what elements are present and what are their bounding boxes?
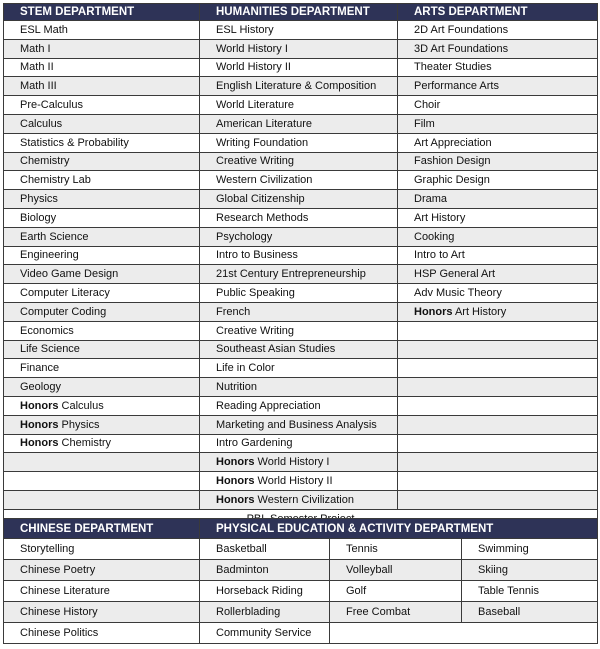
- humanities-course: [200, 490, 398, 509]
- course-name: Intro to Art: [414, 249, 465, 262]
- honors-label: Honors: [20, 437, 59, 450]
- table-row: [4, 96, 598, 115]
- chinese-course: Chinese Literature: [4, 581, 200, 602]
- course-name: Economics: [20, 324, 74, 337]
- pe-activity: Skiing: [462, 560, 598, 581]
- stem-course: [4, 302, 200, 321]
- arts-course: [398, 114, 598, 133]
- pe-activity: Volleyball: [330, 560, 462, 581]
- pe-activity: Table Tennis: [462, 581, 598, 602]
- pe-activity: Swimming: [462, 539, 598, 560]
- table-row: [4, 265, 598, 284]
- course-name: Chemistry: [58, 437, 112, 450]
- chinese-course: Chinese History: [4, 602, 200, 623]
- stem-course: [4, 378, 200, 397]
- stem-course: [4, 396, 200, 415]
- course-table-bottom: [3, 518, 598, 644]
- course-name: French: [216, 305, 251, 318]
- course-name: 3D Art Foundations: [414, 42, 509, 55]
- stem-course: [4, 58, 200, 77]
- arts-course: [398, 96, 598, 115]
- humanities-course: [200, 415, 398, 434]
- humanities-course: [200, 208, 398, 227]
- course-name: Writing Foundation: [216, 136, 309, 149]
- stem-course: [4, 152, 200, 171]
- table-row: [4, 21, 598, 40]
- course-name: Math III: [20, 80, 57, 93]
- humanities-header: HUMANITIES DEPARTMENT: [200, 4, 398, 21]
- arts-course: [398, 378, 598, 397]
- pe-activity: Basketball: [200, 539, 330, 560]
- course-name: 2D Art Foundations: [414, 23, 509, 36]
- course-name: Creative Writing: [216, 324, 295, 337]
- chinese-course: Storytelling: [4, 539, 200, 560]
- arts-course: [398, 171, 598, 190]
- arts-course: [398, 453, 598, 472]
- course-name: Earth Science: [20, 230, 89, 243]
- course-name: World Literature: [216, 99, 295, 112]
- table-row: [4, 208, 598, 227]
- course-name: HSP General Art: [414, 268, 496, 281]
- course-name: Statistics & Probability: [20, 136, 129, 149]
- course-name: Math II: [20, 61, 54, 74]
- course-name: World History I: [254, 456, 330, 469]
- table-row: [4, 490, 598, 509]
- table-row: [4, 58, 598, 77]
- table-row: [4, 453, 598, 472]
- pe-activity: Badminton: [200, 560, 330, 581]
- course-name: Biology: [20, 211, 57, 224]
- table-row: [4, 415, 598, 434]
- course-name: Calculus: [58, 399, 104, 412]
- stem-course: [4, 359, 200, 378]
- course-name: Film: [414, 117, 435, 130]
- honors-label: Honors: [216, 475, 255, 488]
- table-row: [4, 340, 598, 359]
- course-name: Choir: [414, 99, 441, 112]
- arts-course: [398, 359, 598, 378]
- honors-label: Honors: [216, 456, 255, 469]
- course-table-top: [3, 3, 598, 529]
- stem-course: [4, 284, 200, 303]
- course-name: Art History: [414, 211, 466, 224]
- course-name: Intro Gardening: [216, 437, 293, 450]
- humanities-course: [200, 246, 398, 265]
- pe-activity: Free Combat: [330, 602, 462, 623]
- course-name: World History I: [216, 42, 288, 55]
- humanities-course: [200, 378, 398, 397]
- course-name: Southeast Asian Studies: [216, 343, 336, 356]
- pe-activity: Baseball: [462, 602, 598, 623]
- stem-course: [4, 246, 200, 265]
- table-row: [4, 190, 598, 209]
- stem-course: [4, 190, 200, 209]
- course-name: World History II: [254, 475, 333, 488]
- course-name: Research Methods: [216, 211, 309, 224]
- course-name: Cooking: [414, 230, 455, 243]
- arts-course: [398, 208, 598, 227]
- table-row: [4, 602, 598, 623]
- stem-course: [4, 340, 200, 359]
- course-name: Marketing and Business Analysis: [216, 418, 377, 431]
- humanities-course: [200, 340, 398, 359]
- stem-course: [4, 39, 200, 58]
- course-name: Chemistry Lab: [20, 174, 91, 187]
- arts-course: [398, 321, 598, 340]
- pe-activity: Golf: [330, 581, 462, 602]
- humanities-course: [200, 58, 398, 77]
- arts-course: [398, 340, 598, 359]
- arts-course: [398, 415, 598, 434]
- course-name: Geology: [20, 381, 61, 394]
- humanities-course: [200, 171, 398, 190]
- arts-course: [398, 472, 598, 491]
- course-name: Video Game Design: [20, 268, 119, 281]
- chinese-header: CHINESE DEPARTMENT: [4, 519, 200, 539]
- course-name: Computer Coding: [20, 305, 107, 318]
- stem-course: [4, 227, 200, 246]
- course-name: Psychology: [216, 230, 273, 243]
- course-name: Creative Writing: [216, 155, 295, 168]
- arts-course: [398, 77, 598, 96]
- arts-course: [398, 58, 598, 77]
- stem-course: [4, 490, 200, 509]
- activity-rows: [4, 539, 598, 644]
- table-row: [4, 284, 598, 303]
- arts-course: [398, 190, 598, 209]
- table-row: [4, 560, 598, 581]
- stem-course: [4, 415, 200, 434]
- honors-label: Honors: [414, 305, 453, 318]
- humanities-course: [200, 77, 398, 96]
- stem-course: [4, 434, 200, 453]
- course-name: Intro to Business: [216, 249, 298, 262]
- honors-label: Honors: [20, 399, 59, 412]
- humanities-course: [200, 359, 398, 378]
- humanities-course: [200, 453, 398, 472]
- table-row: [4, 77, 598, 96]
- table-row: [4, 396, 598, 415]
- stem-course: [4, 208, 200, 227]
- course-name: Theater Studies: [414, 61, 492, 74]
- pe-activity: Horseback Riding: [200, 581, 330, 602]
- course-name: Reading Appreciation: [216, 399, 321, 412]
- course-name: Chemistry: [20, 155, 70, 168]
- stem-course: [4, 453, 200, 472]
- course-name: Public Speaking: [216, 287, 295, 300]
- table-row: [4, 227, 598, 246]
- course-name: Engineering: [20, 249, 79, 262]
- table-row: [4, 539, 598, 560]
- course-name: Life in Color: [216, 362, 275, 375]
- course-name: Fashion Design: [414, 155, 491, 168]
- humanities-course: [200, 39, 398, 58]
- course-rows: [4, 21, 598, 510]
- empty-cell: [330, 623, 598, 644]
- arts-course: [398, 434, 598, 453]
- humanities-course: [200, 227, 398, 246]
- course-name: ESL Math: [20, 23, 68, 36]
- course-name: Physics: [20, 193, 58, 206]
- stem-course: [4, 133, 200, 152]
- humanities-course: [200, 302, 398, 321]
- course-name: Global Citizenship: [216, 193, 305, 206]
- chinese-course: Chinese Politics: [4, 623, 200, 644]
- arts-course: [398, 133, 598, 152]
- humanities-course: [200, 265, 398, 284]
- stem-course: [4, 321, 200, 340]
- table-row: [4, 152, 598, 171]
- course-name: Computer Literacy: [20, 287, 110, 300]
- course-name: Math I: [20, 42, 51, 55]
- humanities-course: [200, 321, 398, 340]
- course-name: Western Civilization: [254, 493, 354, 506]
- arts-header: ARTS DEPARTMENT: [398, 4, 598, 21]
- chinese-course: Chinese Poetry: [4, 560, 200, 581]
- arts-course: [398, 265, 598, 284]
- arts-course: [398, 246, 598, 265]
- table-row: [4, 623, 598, 644]
- course-name: ESL History: [216, 23, 274, 36]
- arts-course: [398, 39, 598, 58]
- stem-course: [4, 265, 200, 284]
- course-name: Drama: [414, 193, 448, 206]
- pe-activity: Tennis: [330, 539, 462, 560]
- humanities-course: [200, 152, 398, 171]
- stem-course: [4, 472, 200, 491]
- honors-label: Honors: [216, 493, 255, 506]
- course-name: Adv Music Theory: [414, 287, 502, 300]
- arts-course: [398, 21, 598, 40]
- course-name: World History II: [216, 61, 291, 74]
- course-name: Nutrition: [216, 381, 257, 394]
- arts-course: [398, 490, 598, 509]
- arts-course: [398, 302, 598, 321]
- stem-course: [4, 96, 200, 115]
- table-row: [4, 472, 598, 491]
- course-name: Calculus: [20, 117, 63, 130]
- course-name: Art History: [452, 305, 507, 318]
- course-name: American Literature: [216, 117, 312, 130]
- table-row: [4, 171, 598, 190]
- course-name: Finance: [20, 362, 60, 375]
- humanities-course: [200, 114, 398, 133]
- table-row: [4, 359, 598, 378]
- arts-course: [398, 227, 598, 246]
- course-name: Life Science: [20, 343, 80, 356]
- table-row: [4, 246, 598, 265]
- stem-header: STEM DEPARTMENT: [4, 4, 200, 21]
- humanities-course: [200, 190, 398, 209]
- pe-activity: Rollerblading: [200, 602, 330, 623]
- table-row: [4, 133, 598, 152]
- course-name: Performance Arts: [414, 80, 499, 93]
- arts-course: [398, 396, 598, 415]
- arts-course: [398, 152, 598, 171]
- course-name: Pre-Calculus: [20, 99, 83, 112]
- course-name: Art Appreciation: [414, 136, 492, 149]
- table-row: [4, 114, 598, 133]
- stem-course: [4, 21, 200, 40]
- course-name: Western Civilization: [216, 174, 313, 187]
- table-row: [4, 434, 598, 453]
- stem-course: [4, 114, 200, 133]
- course-name: Graphic Design: [414, 174, 490, 187]
- humanities-course: [200, 133, 398, 152]
- pe-activity: Community Service: [200, 623, 330, 644]
- table-row: [4, 302, 598, 321]
- table-row: [4, 581, 598, 602]
- table-row: [4, 321, 598, 340]
- humanities-course: [200, 21, 398, 40]
- humanities-course: [200, 434, 398, 453]
- stem-course: [4, 171, 200, 190]
- stem-course: [4, 77, 200, 96]
- humanities-course: [200, 396, 398, 415]
- pe-header: PHYSICAL EDUCATION & ACTIVITY DEPARTMENT: [200, 519, 598, 539]
- humanities-course: [200, 284, 398, 303]
- course-name: 21st Century Entrepreneurship: [216, 268, 366, 281]
- arts-course: [398, 284, 598, 303]
- course-name: Physics: [58, 418, 100, 431]
- humanities-course: [200, 96, 398, 115]
- table-row: [4, 378, 598, 397]
- course-name: English Literature & Composition: [216, 80, 377, 93]
- humanities-course: [200, 472, 398, 491]
- table-row: [4, 39, 598, 58]
- honors-label: Honors: [20, 418, 59, 431]
